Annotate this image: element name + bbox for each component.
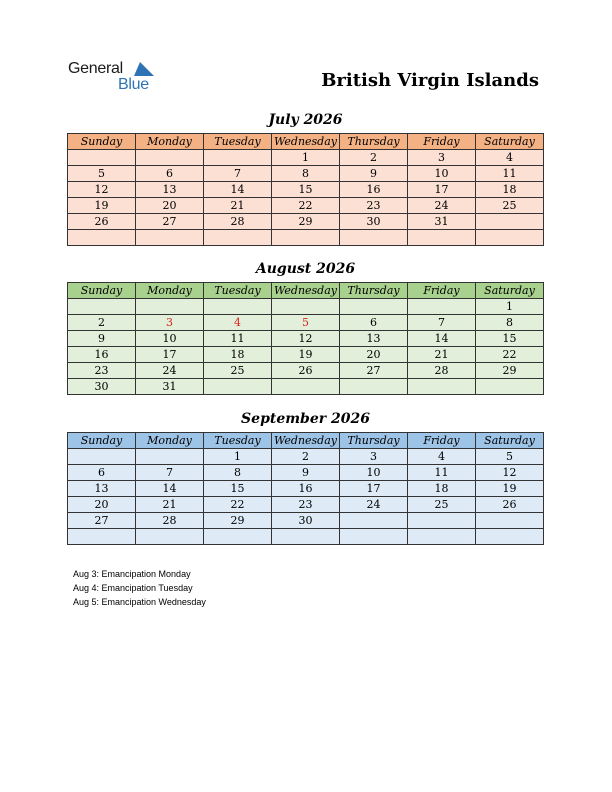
weekday-header-row	[68, 134, 544, 150]
empty-day-cell	[340, 299, 408, 315]
empty-day-cell	[408, 529, 476, 545]
empty-day-cell	[408, 299, 476, 315]
day-cell: 26	[476, 497, 544, 513]
weekday-header: Thursday	[340, 134, 408, 150]
day-cell: 1	[204, 449, 272, 465]
day-cell: 21	[408, 347, 476, 363]
empty-day-cell	[136, 150, 204, 166]
day-cell: 29	[476, 363, 544, 379]
week-row	[68, 198, 544, 214]
weekday-header: Tuesday	[204, 134, 272, 150]
day-cell: 11	[204, 331, 272, 347]
weekday-header: Saturday	[476, 134, 544, 150]
week-row	[68, 465, 544, 481]
day-cell: 25	[204, 363, 272, 379]
day-cell: 12	[476, 465, 544, 481]
empty-day-cell	[272, 529, 340, 545]
weekday-header: Wednesday	[272, 433, 340, 449]
weekday-header: Monday	[136, 134, 204, 150]
day-cell: 31	[136, 379, 204, 395]
week-row	[68, 182, 544, 198]
day-cell: 18	[204, 347, 272, 363]
day-cell: 8	[476, 315, 544, 331]
day-cell: 21	[136, 497, 204, 513]
day-cell: 19	[68, 198, 136, 214]
day-cell: 8	[272, 166, 340, 182]
day-cell: 21	[204, 198, 272, 214]
weekday-header: Thursday	[340, 433, 408, 449]
empty-day-cell	[204, 299, 272, 315]
empty-day-cell	[204, 150, 272, 166]
week-row	[68, 481, 544, 497]
empty-day-cell	[204, 529, 272, 545]
day-cell: 25	[408, 497, 476, 513]
day-cell: 23	[272, 497, 340, 513]
weekday-header: Saturday	[476, 283, 544, 299]
empty-day-cell	[68, 529, 136, 545]
day-cell: 13	[68, 481, 136, 497]
day-cell: 28	[408, 363, 476, 379]
week-row	[68, 230, 544, 246]
day-cell: 4	[408, 449, 476, 465]
logo-text-general: General	[68, 60, 123, 77]
day-cell: 12	[68, 182, 136, 198]
empty-day-cell	[476, 529, 544, 545]
day-cell: 19	[476, 481, 544, 497]
weekday-header: Saturday	[476, 433, 544, 449]
day-cell: 14	[136, 481, 204, 497]
calendar-august	[67, 282, 544, 395]
empty-day-cell	[68, 150, 136, 166]
day-cell: 6	[340, 315, 408, 331]
calendar-july	[67, 133, 544, 246]
week-row	[68, 150, 544, 166]
weekday-header: Friday	[408, 433, 476, 449]
empty-day-cell	[136, 299, 204, 315]
empty-day-cell	[476, 214, 544, 230]
day-cell: 18	[408, 481, 476, 497]
empty-day-cell	[136, 529, 204, 545]
day-cell: 25	[476, 198, 544, 214]
week-row	[68, 379, 544, 395]
empty-day-cell	[340, 529, 408, 545]
day-cell: 31	[408, 214, 476, 230]
empty-day-cell	[204, 230, 272, 246]
day-cell: 9	[272, 465, 340, 481]
weekday-header: Monday	[136, 283, 204, 299]
weekday-header-row	[68, 433, 544, 449]
day-cell: 13	[340, 331, 408, 347]
day-cell: 10	[136, 331, 204, 347]
holiday-notes	[73, 567, 206, 609]
week-row	[68, 331, 544, 347]
week-row	[68, 449, 544, 465]
day-cell: 30	[272, 513, 340, 529]
day-cell: 1	[272, 150, 340, 166]
day-cell: 2	[272, 449, 340, 465]
day-cell: 20	[68, 497, 136, 513]
day-cell: 10	[408, 166, 476, 182]
weekday-header-row	[68, 283, 544, 299]
day-cell: 5	[68, 166, 136, 182]
day-cell: 20	[136, 198, 204, 214]
empty-day-cell	[476, 230, 544, 246]
logo-flag-icon	[134, 62, 154, 76]
day-cell: 16	[340, 182, 408, 198]
week-row	[68, 214, 544, 230]
day-cell: 28	[136, 513, 204, 529]
week-row	[68, 299, 544, 315]
day-cell: 12	[272, 331, 340, 347]
empty-day-cell	[408, 379, 476, 395]
empty-day-cell	[272, 299, 340, 315]
empty-day-cell	[340, 230, 408, 246]
day-cell: 30	[68, 379, 136, 395]
holiday-note: Aug 4: Emancipation Tuesday	[73, 583, 193, 593]
day-cell: 6	[68, 465, 136, 481]
day-cell: 11	[408, 465, 476, 481]
day-cell: 24	[136, 363, 204, 379]
country-title: British Virgin Islands	[321, 70, 539, 91]
weekday-header: Friday	[408, 283, 476, 299]
day-cell: 3	[408, 150, 476, 166]
calendar-september	[67, 432, 544, 545]
day-cell: 29	[272, 214, 340, 230]
day-cell: 1	[476, 299, 544, 315]
day-cell: 9	[68, 331, 136, 347]
day-cell: 30	[340, 214, 408, 230]
empty-day-cell	[408, 230, 476, 246]
week-row	[68, 529, 544, 545]
day-cell: 5	[476, 449, 544, 465]
day-cell: 7	[408, 315, 476, 331]
day-cell: 14	[408, 331, 476, 347]
empty-day-cell	[272, 379, 340, 395]
day-cell: 11	[476, 166, 544, 182]
day-cell: 24	[340, 497, 408, 513]
weekday-header: Wednesday	[272, 134, 340, 150]
empty-day-cell	[408, 513, 476, 529]
empty-day-cell	[136, 230, 204, 246]
holiday-day-cell: 5	[272, 315, 340, 331]
holiday-note: Aug 3: Emancipation Monday	[73, 569, 191, 579]
month-title-august: August 2026	[255, 261, 356, 277]
day-cell: 22	[476, 347, 544, 363]
day-cell: 22	[204, 497, 272, 513]
week-row	[68, 513, 544, 529]
week-row	[68, 315, 544, 331]
day-cell: 28	[204, 214, 272, 230]
month-title-september: September 2026	[241, 411, 370, 427]
day-cell: 17	[408, 182, 476, 198]
empty-day-cell	[136, 449, 204, 465]
day-cell: 15	[272, 182, 340, 198]
weekday-header: Wednesday	[272, 283, 340, 299]
empty-day-cell	[272, 230, 340, 246]
weekday-header: Friday	[408, 134, 476, 150]
empty-day-cell	[68, 230, 136, 246]
day-cell: 13	[136, 182, 204, 198]
day-cell: 22	[272, 198, 340, 214]
day-cell: 18	[476, 182, 544, 198]
weekday-header: Sunday	[68, 283, 136, 299]
day-cell: 4	[476, 150, 544, 166]
day-cell: 26	[68, 214, 136, 230]
empty-day-cell	[68, 299, 136, 315]
day-cell: 3	[340, 449, 408, 465]
day-cell: 20	[340, 347, 408, 363]
day-cell: 7	[204, 166, 272, 182]
day-cell: 26	[272, 363, 340, 379]
day-cell: 8	[204, 465, 272, 481]
week-row	[68, 363, 544, 379]
day-cell: 23	[68, 363, 136, 379]
week-row	[68, 166, 544, 182]
day-cell: 23	[340, 198, 408, 214]
day-cell: 27	[68, 513, 136, 529]
day-cell: 27	[136, 214, 204, 230]
logo	[68, 60, 168, 100]
day-cell: 2	[68, 315, 136, 331]
day-cell: 19	[272, 347, 340, 363]
day-cell: 10	[340, 465, 408, 481]
holiday-day-cell: 4	[204, 315, 272, 331]
day-cell: 17	[136, 347, 204, 363]
day-cell: 7	[136, 465, 204, 481]
month-title-july: July 2026	[268, 112, 343, 128]
day-cell: 9	[340, 166, 408, 182]
empty-day-cell	[204, 379, 272, 395]
weekday-header: Sunday	[68, 433, 136, 449]
empty-day-cell	[476, 513, 544, 529]
empty-day-cell	[476, 379, 544, 395]
day-cell: 16	[272, 481, 340, 497]
day-cell: 15	[476, 331, 544, 347]
holiday-note: Aug 5: Emancipation Wednesday	[73, 597, 206, 607]
day-cell: 6	[136, 166, 204, 182]
day-cell: 17	[340, 481, 408, 497]
empty-day-cell	[340, 379, 408, 395]
day-cell: 27	[340, 363, 408, 379]
weekday-header: Monday	[136, 433, 204, 449]
day-cell: 24	[408, 198, 476, 214]
week-row	[68, 347, 544, 363]
day-cell: 16	[68, 347, 136, 363]
logo-text-blue: Blue	[118, 76, 149, 93]
weekday-header: Sunday	[68, 134, 136, 150]
empty-day-cell	[340, 513, 408, 529]
day-cell: 2	[340, 150, 408, 166]
weekday-header: Thursday	[340, 283, 408, 299]
day-cell: 14	[204, 182, 272, 198]
weekday-header: Tuesday	[204, 283, 272, 299]
weekday-header: Tuesday	[204, 433, 272, 449]
week-row	[68, 497, 544, 513]
day-cell: 15	[204, 481, 272, 497]
empty-day-cell	[68, 449, 136, 465]
day-cell: 29	[204, 513, 272, 529]
holiday-day-cell: 3	[136, 315, 204, 331]
